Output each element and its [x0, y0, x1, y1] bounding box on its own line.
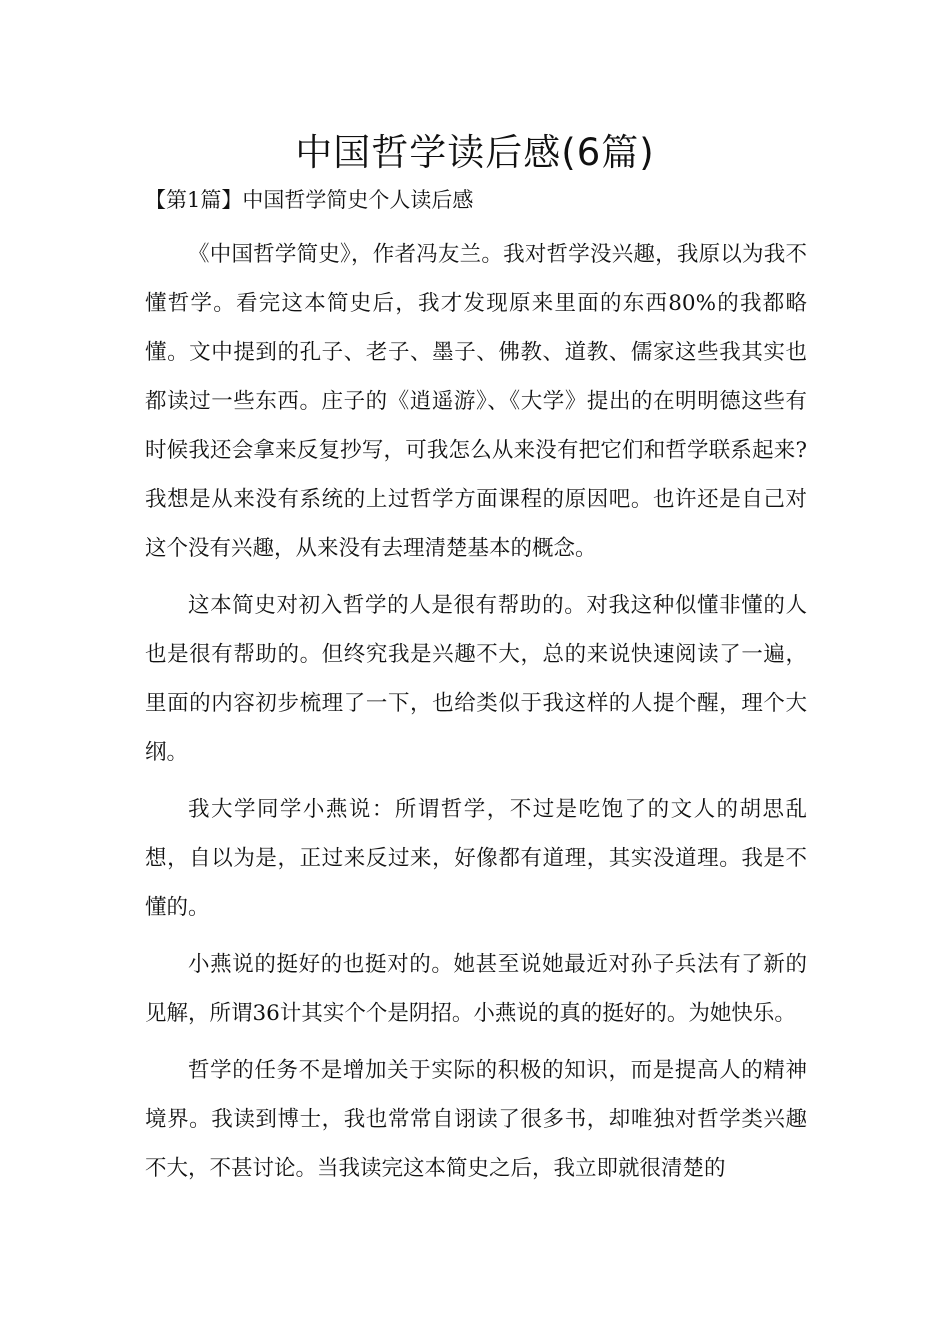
paragraph: 《中国哲学简史》，作者冯友兰。我对哲学没兴趣，我原以为我不懂哲学。看完这本简史后，我才发现原来里面的东西80%的我都略懂。文中提到的孔子、老子、墨子、佛教、道教、儒家这些我其实也都读过一些东西。庄子的《逍遥游》、《大学》提出的在明明德这些有时候我还会拿来反复抄写，可我怎么从来没有把它们和哲学联系起来?我想是从来没有系统的上过哲学方面课程的原因吧。也许还是自己对这个没有兴趣，从来没有去理清楚基本的概念。 — [145, 242, 807, 561]
paragraph: 小燕说的挺好的也挺对的。她甚至说她最近对孙子兵法有了新的见解，所谓36计其实个个是阴招。小燕说的真的挺好的。为她快乐。 — [145, 952, 807, 1026]
paragraph: 哲学的任务不是增加关于实际的积极的知识，而是提高人的精神境界。我读到博士，我也常常自诩读了很多书，却唯独对哲学类兴趣不大，不甚讨论。当我读完这本简史之后，我立即就很清楚的 — [145, 1058, 807, 1181]
paragraph: 这本简史对初入哲学的人是很有帮助的。对我这种似懂非懂的人也是很有帮助的。但终究我是兴趣不大，总的来说快速阅读了一遍，里面的内容初步梳理了一下，也给类似于我这样的人提个醒，理个大纲。 — [145, 593, 807, 765]
section-heading: 【第1篇】中国哲学简史个人读后感 — [145, 188, 474, 212]
paragraph: 我大学同学小燕说：所谓哲学，不过是吃饱了的文人的胡思乱想，自以为是，正过来反过来，好像都有道理，其实没道理。我是不懂的。 — [145, 797, 807, 920]
document-title: 中国哲学读后感(6篇) — [295, 131, 655, 174]
body-text — [145, 230, 807, 1201]
